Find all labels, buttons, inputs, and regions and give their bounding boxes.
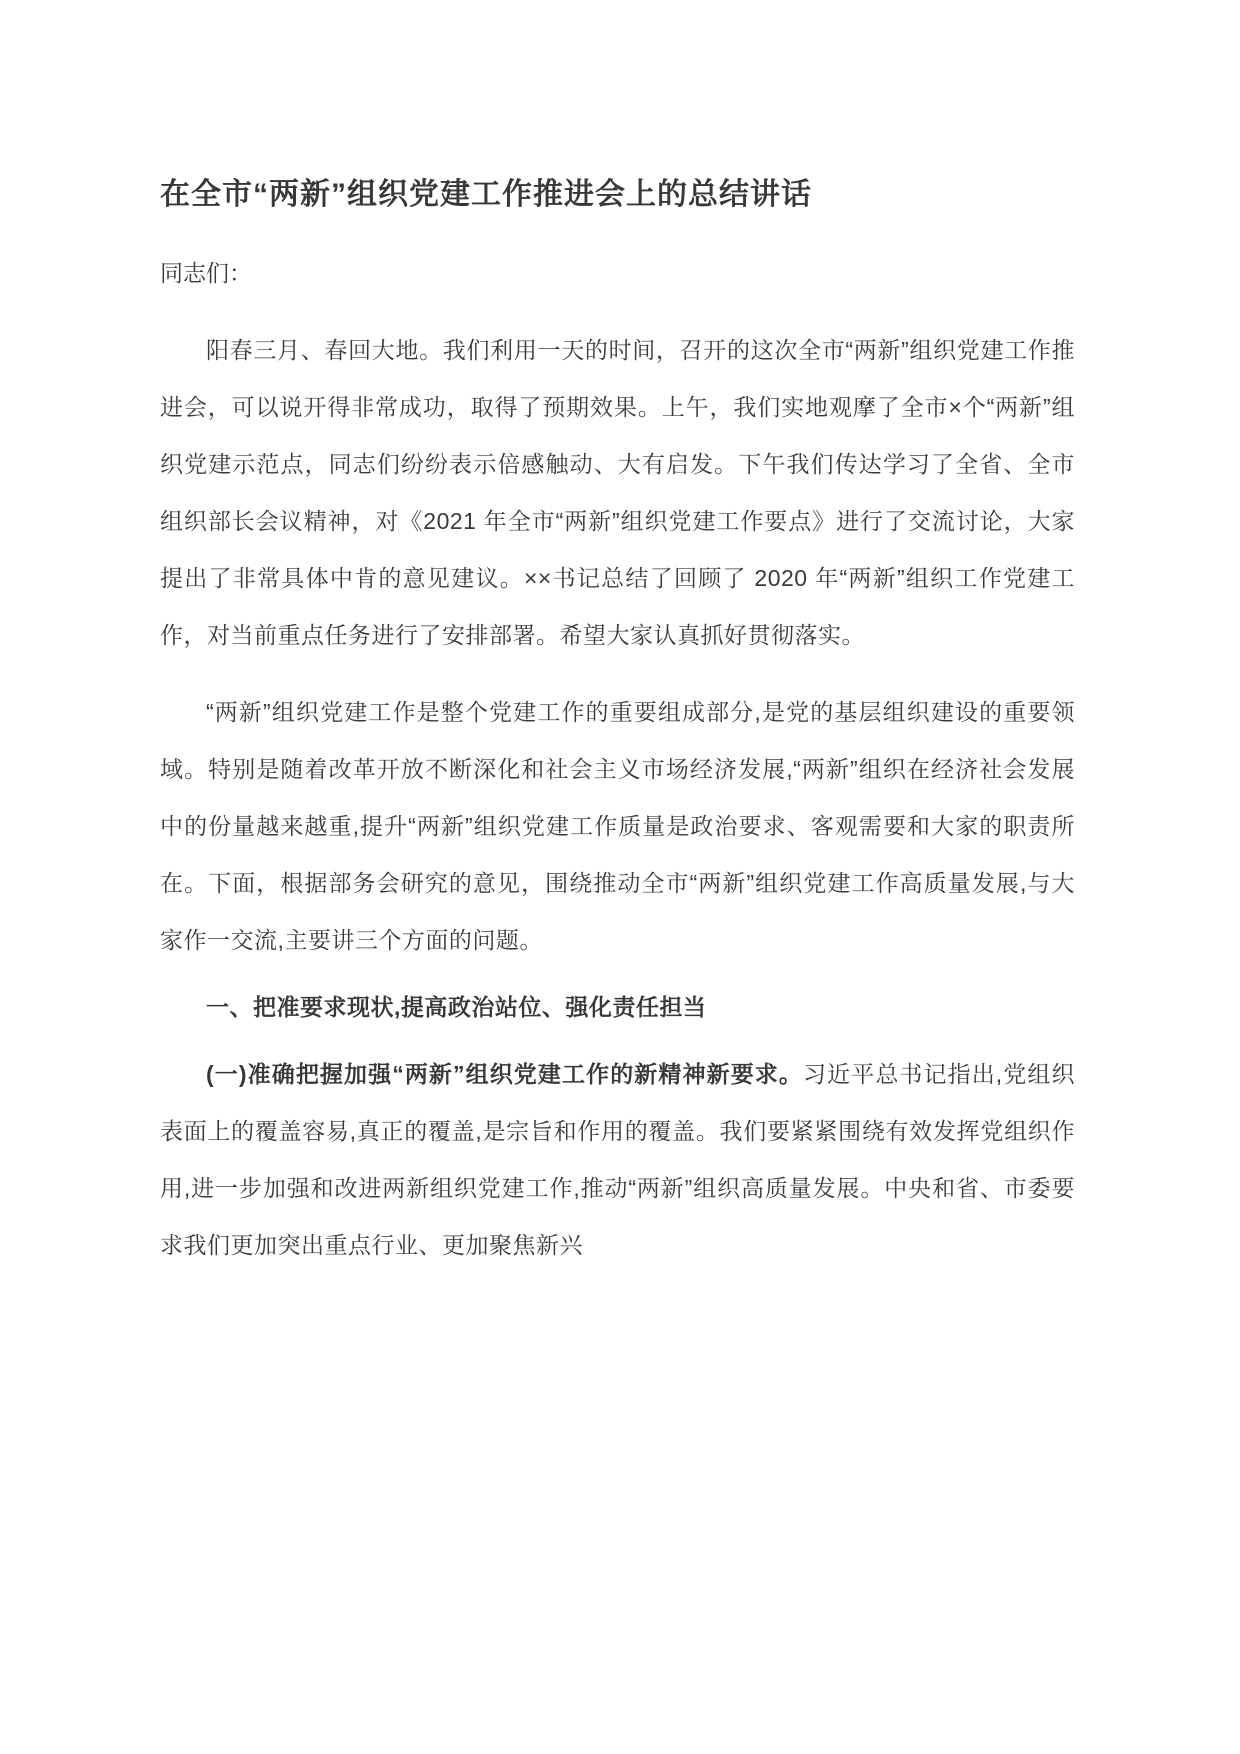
document-title: 在全市“两新”组织党建工作推进会上的总结讲话	[160, 178, 812, 211]
paragraph-opening: 阳春三月、春回大地。我们利用一天的时间，召开的这次全市“两新”组织党建工作推进会，可以说开得非常成功，取得了预期效果。上午，我们实地观摩了全市×个“两新”组织党建示范点，同志们纷纷表示倍感触动、大有启发。下午我们传达学习了全省、全市组织部长会议精神，对《2021 年全市“两新”组织党建工作要点》进行了交流讨论，大家提出了非常具体中肯的意见建议。××书记总结了回顾了 2020 年“两新”组织工作党建工作，对当前重点任务进行了安排部署。希望大家认真抓好贯彻落实。	[160, 337, 1075, 648]
paragraph-subsection-1	[160, 1046, 1075, 1274]
salutation: 同志们：	[160, 260, 252, 286]
subsection-1-body: 习近平总书记指出,党组织表面上的覆盖容易,真正的覆盖,是宗旨和作用的覆盖。我们要紧紧围绕有效发挥党组织作用,进一步加强和改进两新组织党建工作,推动“两新”组织高质量发展。中央和省、市委要求我们更加突出重点行业、更加聚焦新兴	[160, 1061, 1076, 1258]
paragraph-importance: “两新”组织党建工作是整个党建工作的重要组成部分,是党的基层组织建设的重要领域。特别是随着改革开放不断深化和社会主义市场经济发展,“两新”组织在经济社会发展中的份量越来越重,提升“两新”组织党建工作质量是政治要求、客观需要和大家的职责所在。下面，根据部务会研究的意见，围绕推动全市“两新”组织党建工作高质量发展,与大家作一交流,主要讲三个方面的问题。	[160, 699, 1075, 953]
subsection-1-lead: (一)准确把握加强“两新”组织党建工作的新精神新要求。	[206, 1061, 804, 1087]
section-heading-1: 一、把准要求现状,提高政治站位、强化责任担当	[206, 994, 707, 1020]
